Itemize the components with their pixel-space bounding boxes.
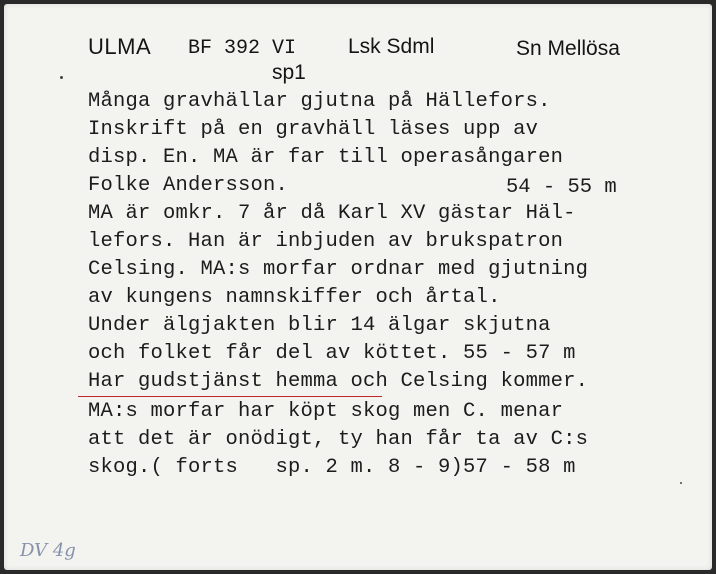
card-title-name: ULMA (88, 34, 152, 59)
red-underline (78, 396, 382, 397)
card-reference: BF 392 VI (188, 37, 297, 60)
text-line: MA är omkr. 7 år då Karl XV gästar Häl- (88, 202, 576, 225)
text-line: Under älgjakten blir 14 älgar skjutna (88, 314, 551, 337)
stray-mark (680, 482, 682, 484)
text-line: disp. En. MA är far till operasångaren (88, 146, 564, 169)
page-reference: 54 - 55 m (506, 176, 617, 199)
text-line: och folket får del av köttet. 55 - 57 m (88, 342, 576, 365)
text-line: av kungens namnskiffer och årtal. (88, 286, 501, 309)
text-line: Folke Andersson. (88, 174, 289, 197)
text-line: att det är onödigt, ty han får ta av C:s (88, 428, 589, 451)
text-line: Många gravhällar gjutna på Hällefors. (88, 90, 551, 113)
handwritten-archive-note: DV 4g (20, 540, 76, 561)
text-line: Celsing. MA:s morfar ordnar med gjutning (88, 258, 589, 281)
card-socken: Sn Mellösa (516, 37, 620, 60)
archive-card (4, 4, 712, 570)
text-line: Inskrift på en gravhäll läses upp av (88, 118, 539, 141)
text-line-underlined: Har gudstjänst hemma och Celsing kommer. (88, 370, 589, 393)
card-landskap: Lsk Sdml (348, 35, 435, 58)
text-line: lefors. Han är inbjuden av brukspatron (88, 230, 564, 253)
text-line: MA:s morfar har köpt skog men C. menar (88, 400, 564, 423)
card-sheet-number: sp1 (272, 61, 306, 84)
text-line: skog.( forts sp. 2 m. 8 - 9)57 - 58 m (88, 456, 576, 479)
stray-mark (60, 76, 63, 79)
